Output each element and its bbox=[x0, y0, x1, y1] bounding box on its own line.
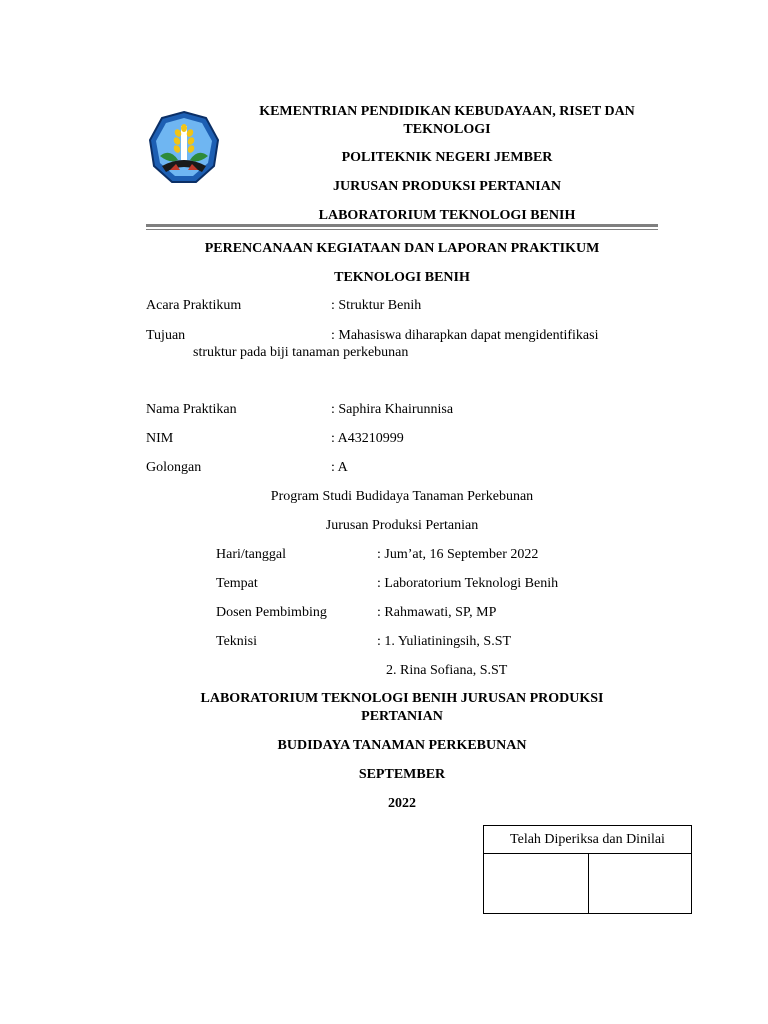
institution-logo-icon bbox=[146, 110, 222, 186]
nama-value: : Saphira Khairunnisa bbox=[331, 402, 454, 417]
dosen-value: : Rahmawati, SP, MP bbox=[377, 605, 497, 620]
footer-lab-name: LABORATORIUM TEKNOLOGI BENIH JURUSAN PRODUKSI bbox=[200, 691, 604, 706]
tempat-value: : Laboratorium Teknologi Benih bbox=[377, 576, 559, 591]
acara-label: Acara Praktikum bbox=[146, 298, 242, 313]
ministry-name-cont: TEKNOLOGI bbox=[403, 122, 491, 137]
tujuan-value: : Mahasiswa diharapkan dapat mengidentifikasi bbox=[331, 328, 599, 343]
footer-year: 2022 bbox=[388, 796, 416, 811]
study-department: Jurusan Produksi Pertanian bbox=[325, 518, 479, 533]
teknisi-value-1: : 1. Yuliatiningsih, S.ST bbox=[377, 634, 512, 649]
department-name: JURUSAN PRODUKSI PERTANIAN bbox=[333, 179, 561, 194]
tempat-label: Tempat bbox=[216, 576, 258, 591]
header-rule-thick bbox=[146, 224, 658, 227]
nim-label: NIM bbox=[146, 431, 174, 446]
document-subtitle: TEKNOLOGI BENIH bbox=[334, 270, 470, 285]
laboratory-name: LABORATORIUM TEKNOLOGI BENIH bbox=[318, 208, 576, 223]
dosen-label: Dosen Pembimbing bbox=[216, 605, 327, 620]
footer-program: BUDIDAYA TANAMAN PERKEBUNAN bbox=[277, 738, 527, 753]
tujuan-label: Tujuan bbox=[146, 328, 186, 343]
footer-lab-name-cont: PERTANIAN bbox=[361, 709, 443, 724]
approval-box bbox=[483, 825, 692, 914]
hari-label: Hari/tanggal bbox=[216, 547, 286, 562]
approval-box-divider bbox=[588, 854, 589, 914]
teknisi-label: Teknisi bbox=[216, 634, 258, 649]
document-title: PERENCANAAN KEGIATAAN DAN LAPORAN PRAKTIKUM bbox=[204, 241, 600, 256]
acara-value: : Struktur Benih bbox=[331, 298, 422, 313]
teknisi-value-2: 2. Rina Sofiana, S.ST bbox=[386, 663, 508, 678]
approval-box-header: Telah Diperiksa dan Dinilai bbox=[484, 826, 691, 854]
golongan-value: : A bbox=[331, 460, 348, 475]
nama-label: Nama Praktikan bbox=[146, 402, 237, 417]
hari-value: : Jum’at, 16 September 2022 bbox=[377, 547, 539, 562]
golongan-label: Golongan bbox=[146, 460, 202, 475]
study-program: Program Studi Budidaya Tanaman Perkebunan bbox=[270, 489, 534, 504]
nim-value: : A43210999 bbox=[331, 431, 404, 446]
ministry-name: KEMENTRIAN PENDIDIKAN KEBUDAYAAN, RISET DAN bbox=[259, 104, 635, 119]
tujuan-value-cont: struktur pada biji tanaman perkebunan bbox=[193, 345, 409, 360]
institution-name: POLITEKNIK NEGERI JEMBER bbox=[341, 150, 553, 165]
footer-month: SEPTEMBER bbox=[358, 767, 446, 782]
header-rule-thin bbox=[146, 229, 658, 230]
